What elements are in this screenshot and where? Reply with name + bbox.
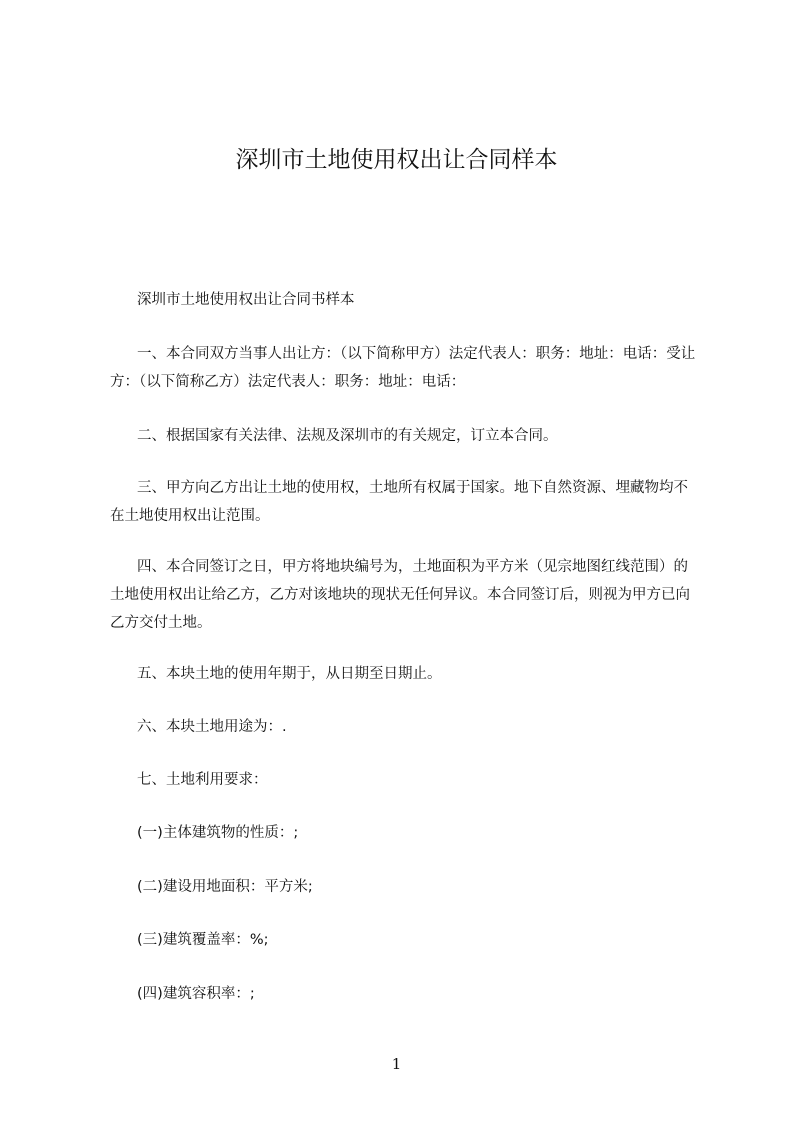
sub-clause-2: (二)建设用地面积：平方米; [137,879,313,895]
sub-clause-3: (三)建筑覆盖率：%; [137,932,269,948]
clause-2: 二、根据国家有关法律、法规及深圳市的有关规定，订立本合同。 [137,428,558,444]
clause-7: 七、土地利用要求： [137,772,268,788]
document-subtitle: 深圳市土地使用权出让合同书样本 [137,292,355,308]
sub-clause-1: (一)主体建筑物的性质：; [137,825,299,841]
page-number: 1 [391,1055,402,1073]
clause-6: 六、本块土地用途为：. [137,719,287,735]
clause-5: 五、本块土地的使用年期于，从日期至日期止。 [137,666,442,682]
clause-4: 四、本合同签订之日，甲方将地块编号为，土地面积为平方米（见宗地图红线范围）的土地使用权出让给乙方，乙方对该地块的现状无任何异议。本合同签订后，则视为甲方已向乙方交付土地。 [110,559,690,631]
sub-clause-4: (四)建筑容积率：; [137,986,255,1002]
clause-3: 三、甲方向乙方出让土地的使用权，土地所有权属于国家。地下自然资源、埋藏物均不在土地使用权出让范围。 [110,480,688,524]
document-title: 深圳市土地使用权出让合同样本 [235,147,558,173]
clause-1: 一、本合同双方当事人出让方：（以下简称甲方）法定代表人：职务：地址：电话：受让方：（以下简称乙方）法定代表人：职务：地址：电话： [110,346,696,390]
